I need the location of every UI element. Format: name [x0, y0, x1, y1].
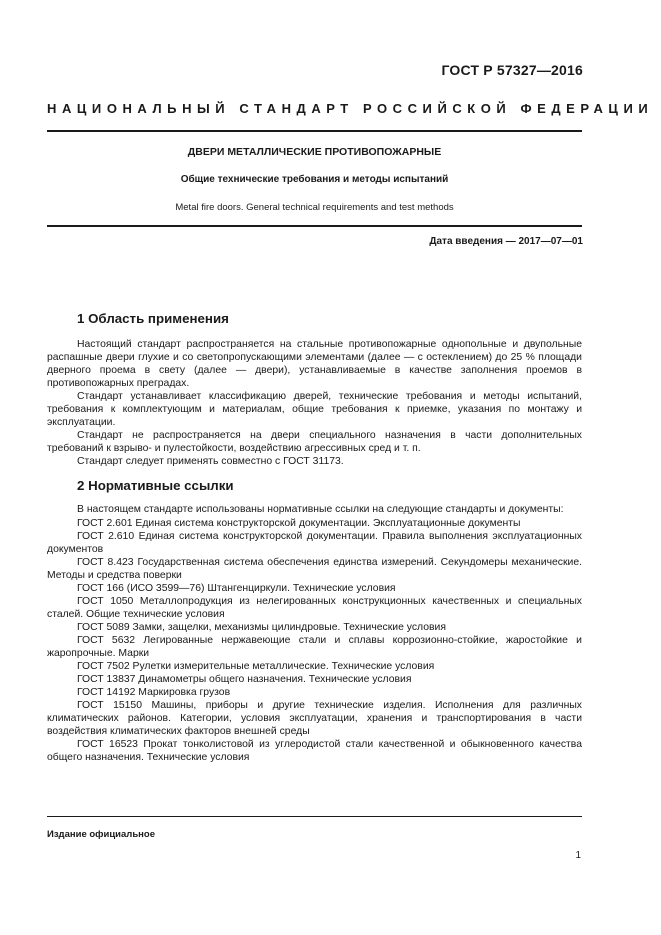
official-edition-label: Издание официальное — [47, 829, 155, 840]
document-body — [47, 309, 582, 764]
reference-item: ГОСТ 5632 Легированные нержавеющие стали и сплавы коррозионно-стойкие, жаростойкие и жаропрочные. Марки — [47, 634, 582, 659]
national-standard-banner: НАЦИОНАЛЬНЫЙ СТАНДАРТ РОССИЙСКОЙ ФЕДЕРАЦИИ — [47, 101, 654, 116]
footer-divider — [47, 816, 582, 817]
paragraph: Стандарт не распространяется на двери специального назначения в части дополнительных требований к взрыво- и пулестойкости, воздействию агрессивных сред и т. п. — [47, 430, 582, 455]
paragraph: В настоящем стандарте использованы нормативные ссылки на следующие стандарты и документы: — [77, 504, 564, 516]
reference-item: ГОСТ 5089 Замки, защелки, механизмы цилиндровые. Технические условия — [77, 621, 446, 633]
document-title: ДВЕРИ МЕТАЛЛИЧЕСКИЕ ПРОТИВОПОЖАРНЫЕ — [187, 146, 442, 158]
reference-item: ГОСТ 1050 Металлопродукция из нелегированных конструкционных качественных и специальных сталей. Общие технические условия — [47, 595, 582, 620]
reference-item: ГОСТ 14192 Маркировка грузов — [77, 687, 231, 699]
paragraph: Стандарт следует применять совместно с ГОСТ 31173. — [77, 456, 344, 468]
document-subtitle: Общие технические требования и методы испытаний — [180, 174, 449, 185]
introduction-date: Дата введения — 2017—07—01 — [429, 236, 583, 247]
paragraph: Стандарт устанавливает классификацию дверей, технические требования и методы испытаний, требования к комплектующим и материалам, общие требования к приемке, указания по монтажу и эксплуатации. — [47, 391, 582, 429]
header-divider — [47, 130, 582, 132]
reference-item: ГОСТ 166 (ИСО 3599—76) Штангенциркули. Технические условия — [77, 582, 396, 594]
reference-item: ГОСТ 7502 Рулетки измерительные металлические. Технические условия — [77, 661, 435, 673]
reference-item: ГОСТ 15150 Машины, приборы и другие технические изделия. Исполнения для различных климатических районов. Категории, условия эксплуатации, хранения и транспортирования в части воздействия климатических факторов внешней среды — [47, 700, 582, 738]
reference-item: ГОСТ 2.610 Единая система конструкторской документации. Правила выполнения эксплуатационных документов — [47, 530, 582, 555]
paragraph: Настоящий стандарт распространяется на стальные противопожарные однопольные и двупольные распашные двери глухие и со светопропускающими элементами (далее — с остеклением) до 25 % площади дверного проема в свету (далее — двери), устанавливаемые в качестве заполнения проемов в противопожарных преградах. — [47, 339, 582, 390]
reference-item: ГОСТ 16523 Прокат тонколистовой из углеродистой стали качественной и обыкновенного качества общего назначения. Технические условия — [47, 739, 582, 764]
page-number: 1 — [575, 850, 581, 861]
section-heading: 1 Область применения — [77, 311, 229, 326]
reference-item: ГОСТ 8.423 Государственная система обеспечения единства измерений. Секундомеры механические. Методы и средства поверки — [47, 556, 582, 581]
section-heading: 2 Нормативные ссылки — [77, 478, 234, 494]
reference-item: ГОСТ 2.601 Единая система конструкторской документации. Эксплуатационные документы — [77, 517, 521, 529]
title-divider — [47, 225, 582, 227]
standard-code: ГОСТ Р 57327—2016 — [441, 62, 583, 78]
reference-item: ГОСТ 13837 Динамометры общего назначения. Технические условия — [77, 674, 412, 686]
english-title: Metal fire doors. General technical requirements and test methods — [175, 202, 454, 213]
